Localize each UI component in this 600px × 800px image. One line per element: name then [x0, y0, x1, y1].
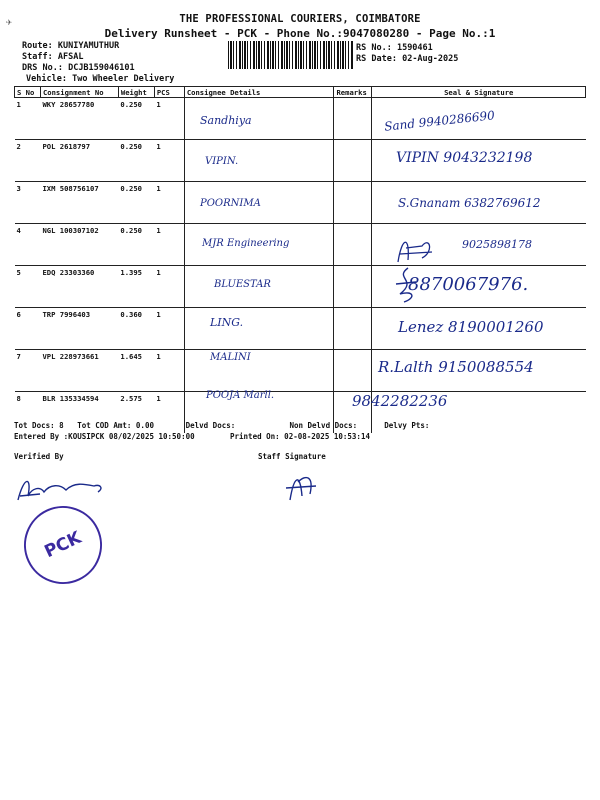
table-row — [15, 98, 586, 140]
signature-scribble-row5 — [390, 264, 424, 304]
barcode — [228, 41, 353, 69]
cell-consignment: BLR 135334594 — [40, 392, 118, 434]
cell-consignment: IXM 508756107 — [40, 182, 118, 224]
handwritten-signature: 9025898178 — [462, 238, 532, 251]
plane-icon: ✈ — [6, 17, 13, 28]
cell-pcs: 1 — [154, 392, 184, 434]
printed-on: Printed On: 02-08-2025 10:53:14 — [230, 432, 370, 441]
cell-remarks — [334, 308, 372, 350]
cell-pcs: 1 — [154, 182, 184, 224]
cell-sno: 7 — [15, 350, 41, 392]
cell-consignment: TRP 7996403 — [40, 308, 118, 350]
runsheet-title: Delivery Runsheet - PCK - Phone No.:9047080280 - Page No.:1 — [104, 27, 496, 40]
col-remarks: Remarks — [334, 87, 372, 98]
cell-remarks — [334, 350, 372, 392]
cell-pcs: 1 — [154, 266, 184, 308]
non-delvd-docs: Non Delvd Docs: — [289, 421, 358, 430]
runsheet-table — [14, 86, 586, 433]
handwritten-consignee: LING. — [210, 316, 244, 329]
vehicle-value: Two Wheeler Delivery — [72, 74, 175, 84]
handwritten-consignee: VIPIN. — [205, 156, 239, 167]
cell-remarks — [334, 182, 372, 224]
cell-sno: 1 — [15, 98, 41, 140]
handwritten-consignee: POORNIMA — [200, 198, 261, 209]
col-weight: Weight — [118, 87, 154, 98]
col-consignment: Consignment No — [40, 87, 118, 98]
cell-weight: 0.250 — [118, 98, 154, 140]
handwritten-consignee: MALINI — [210, 352, 251, 363]
drs-line: DRS No.: DCJB159046101 — [22, 63, 135, 73]
cell-weight: 1.645 — [118, 350, 154, 392]
staff-value: AFSAL — [57, 52, 84, 62]
rs-date-line: RS Date: 02-Aug-2025 — [356, 54, 459, 64]
handwritten-consignee: POOJA Marll. — [206, 390, 275, 401]
cell-pcs: 1 — [154, 308, 184, 350]
col-pcs: PCS — [154, 87, 184, 98]
handwritten-consignee: BLUESTAR — [214, 279, 271, 290]
col-sno: S No — [15, 87, 41, 98]
handwritten-consignee: MJR Engineering — [202, 238, 290, 249]
handwritten-signature: 9842282236 — [352, 392, 448, 410]
cell-sno: 2 — [15, 140, 41, 182]
delvy-pts: Delvy Pts: — [384, 421, 430, 430]
cell-consignment: WKY 28657780 — [40, 98, 118, 140]
cell-consignment: NGL 100307102 — [40, 224, 118, 266]
staff-signature-scribble — [280, 466, 324, 506]
handwritten-consignee: Sandhiya — [200, 114, 252, 127]
table-header-row — [15, 87, 586, 98]
cell-sno: 3 — [15, 182, 41, 224]
delvd-docs: Delvd Docs: — [185, 421, 236, 430]
handwritten-signature: VIPIN 9043232198 — [396, 150, 533, 166]
cell-consignment: POL 2618797 — [40, 140, 118, 182]
cell-sno: 6 — [15, 308, 41, 350]
col-seal: Seal & Signature — [372, 87, 586, 98]
cell-remarks — [334, 98, 372, 140]
rs-date-value: 02-Aug-2025 — [402, 54, 459, 64]
cell-consignment: EDQ 23303360 — [40, 266, 118, 308]
cell-weight: 2.575 — [118, 392, 154, 434]
cell-consignee — [184, 350, 334, 392]
drs-value: DCJB159046101 — [68, 63, 135, 73]
rs-no-line: RS No.: 1590461 — [356, 43, 433, 53]
cell-sno: 8 — [15, 392, 41, 434]
cell-sno: 4 — [15, 224, 41, 266]
tot-cod: Tot COD Amt: 0.00 — [77, 421, 154, 430]
verified-by-label: Verified By — [14, 452, 64, 461]
handwritten-signature: Sand 9940286690 — [383, 108, 496, 134]
rs-no-value: 1590461 — [396, 43, 433, 53]
handwritten-signature: 8870067976. — [408, 274, 529, 295]
handwritten-signature: Lenez 8190001260 — [398, 318, 544, 336]
cell-pcs: 1 — [154, 350, 184, 392]
totals-line — [14, 421, 586, 430]
signature-scribble-row4 — [392, 232, 442, 268]
company-title: THE PROFESSIONAL COURIERS, COIMBATORE — [179, 13, 421, 25]
cell-remarks — [334, 224, 372, 266]
staff-signature-label: Staff Signature — [258, 452, 326, 461]
verifier-signature — [10, 470, 110, 510]
vehicle-line: Vehicle: Two Wheeler Delivery — [26, 74, 175, 84]
cell-sno: 5 — [15, 266, 41, 308]
cell-pcs: 1 — [154, 224, 184, 266]
cell-weight: 0.250 — [118, 182, 154, 224]
handwritten-signature: R.Lalth 9150088554 — [378, 358, 534, 376]
pck-stamp: PCK — [11, 493, 115, 597]
cell-weight: 0.250 — [118, 224, 154, 266]
handwritten-signature: S.Gnanam 6382769612 — [398, 196, 541, 210]
cell-pcs: 1 — [154, 98, 184, 140]
cell-weight: 0.360 — [118, 308, 154, 350]
cell-weight: 0.250 — [118, 140, 154, 182]
cell-weight: 1.395 — [118, 266, 154, 308]
staff-line: Staff: AFSAL — [22, 52, 84, 62]
route-line: Route: KUNIYAMUTHUR — [22, 41, 120, 51]
cell-pcs: 1 — [154, 140, 184, 182]
tot-docs: Tot Docs: 8 — [14, 421, 64, 430]
cell-consignee — [184, 308, 334, 350]
route-value: KUNIYAMUTHUR — [57, 41, 120, 51]
cell-remarks — [334, 266, 372, 308]
entered-by: Entered By :KOUSIPCK 08/02/2025 10:50:00 — [14, 432, 195, 441]
col-consignee: Consignee Details — [184, 87, 334, 98]
cell-consignment: VPL 228973661 — [40, 350, 118, 392]
cell-remarks — [334, 140, 372, 182]
